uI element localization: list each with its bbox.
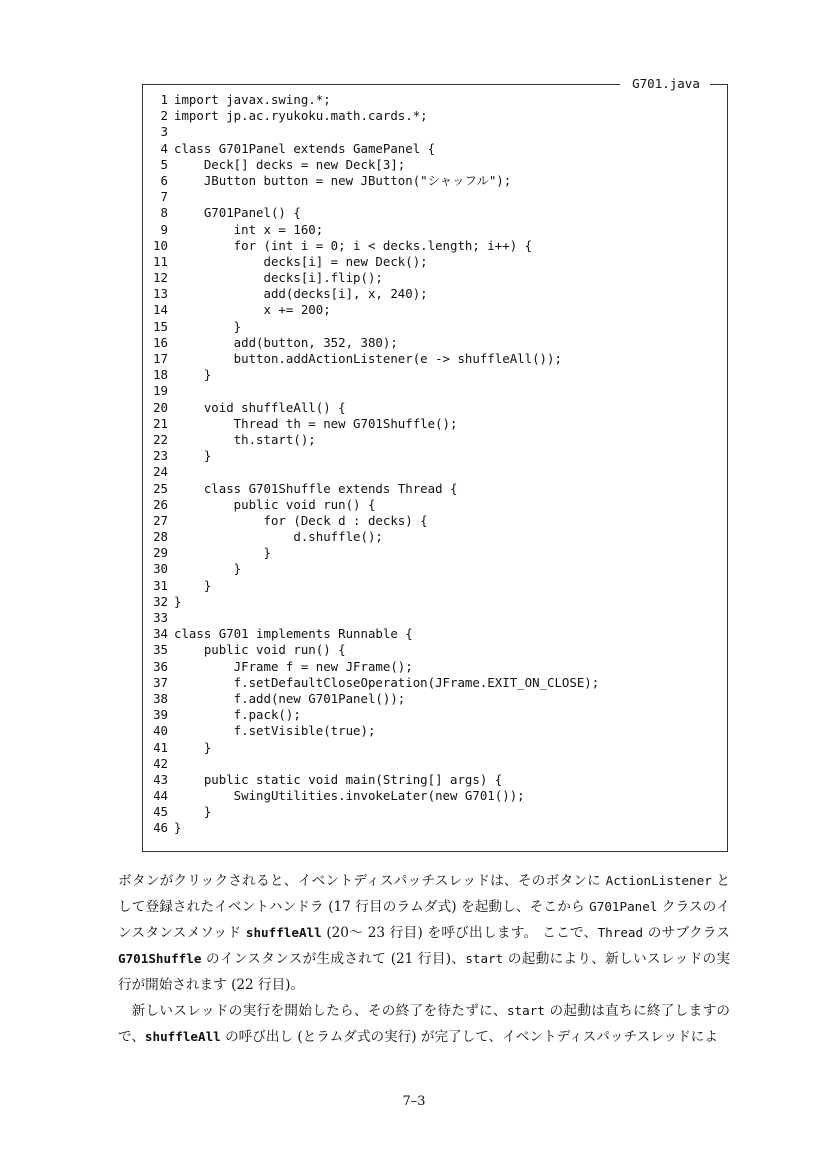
p1-code-start: start — [465, 951, 504, 966]
code-text: import jp.ac.ryukoku.math.cards.*; — [174, 108, 428, 124]
code-line — [150, 497, 599, 513]
line-number: 43 — [153, 771, 168, 787]
code-text: void shuffleAll() { — [174, 399, 346, 415]
code-text: class G701Shuffle extends Thread { — [174, 480, 458, 496]
code-line — [150, 788, 599, 804]
code-text: } — [174, 545, 271, 561]
code-text: class G701Panel extends GamePanel { — [174, 140, 436, 156]
line-number: 16 — [153, 334, 168, 350]
code-line — [150, 529, 599, 545]
code-line — [150, 205, 599, 221]
code-line — [150, 707, 599, 723]
line-number: 35 — [153, 642, 168, 658]
line-number: 21 — [153, 415, 168, 431]
line-number: 45 — [153, 804, 168, 820]
code-text: Thread th = new G701Shuffle(); — [174, 415, 458, 431]
code-text: int x = 160; — [174, 221, 324, 237]
code-text: f.add(new G701Panel()); — [174, 690, 406, 706]
p1-text-4: (20～ 23 行目) を呼び出します。 ここで、 — [321, 925, 598, 941]
code-text: G701Panel() { — [174, 205, 301, 221]
code-line — [150, 561, 599, 577]
line-number: 15 — [153, 318, 168, 334]
line-number: 25 — [153, 480, 168, 496]
p2-code-start: start — [506, 1003, 545, 1018]
code-line — [150, 545, 599, 561]
p1-code-actionlistener: ActionListener — [605, 873, 712, 888]
listing-filename: G701.java — [624, 76, 708, 92]
code-text: JButton button = new JButton("シャッフル"); — [174, 172, 512, 188]
p2-text-2: の起動は直ちに終了しますので、 — [118, 1003, 730, 1045]
paragraph-2 — [118, 998, 730, 1050]
line-number: 5 — [160, 156, 168, 172]
page-number: 7–3 — [402, 1094, 426, 1109]
line-number: 36 — [153, 658, 168, 674]
code-line — [150, 481, 599, 497]
code-listing — [150, 92, 599, 837]
code-line — [150, 270, 599, 286]
code-line — [150, 432, 599, 448]
code-text: } — [174, 820, 182, 836]
line-number: 31 — [153, 577, 168, 593]
line-number: 18 — [153, 367, 168, 383]
line-number: 22 — [153, 431, 168, 447]
code-line — [150, 820, 599, 836]
code-text: public static void main(String[] args) { — [174, 771, 503, 787]
line-number: 30 — [153, 561, 168, 577]
line-number: 33 — [153, 610, 168, 625]
code-line — [150, 92, 599, 108]
p1-text-1: ボタンがクリックされると、イベントディスパッチスレッドは、そのボタンに — [118, 873, 606, 889]
code-text: add(button, 352, 380); — [174, 334, 398, 350]
code-text: for (Deck d : decks) { — [174, 512, 428, 528]
line-number: 44 — [153, 788, 168, 804]
p1-text-7: の起動により、新しいスレッドの実行が開始されます (22 行目)。 — [118, 951, 730, 993]
p1-code-g701shuffle: G701Shuffle — [118, 951, 202, 966]
p1-code-shuffleall: shuffleAll — [245, 925, 322, 940]
code-line — [150, 513, 599, 529]
line-number: 17 — [153, 351, 168, 366]
line-number: 24 — [153, 464, 168, 480]
code-text: f.setDefaultCloseOperation(JFrame.EXIT_ON_CLOSE); — [174, 674, 600, 690]
code-line — [150, 675, 599, 691]
line-number: 28 — [153, 529, 168, 545]
line-number: 4 — [160, 140, 168, 156]
code-text: th.start(); — [174, 431, 316, 447]
line-number: 10 — [153, 237, 168, 253]
code-text: } — [174, 448, 212, 464]
p1-code-g701panel: G701Panel — [589, 899, 658, 914]
body-text — [118, 868, 730, 1050]
code-line — [150, 222, 599, 238]
code-text: x += 200; — [174, 302, 331, 318]
p1-text-3: クラスのインスタンスメソッド — [118, 899, 730, 941]
line-number: 13 — [153, 286, 168, 302]
code-text: } — [174, 593, 182, 609]
code-line — [150, 189, 599, 205]
code-line — [150, 740, 599, 756]
line-number: 7 — [160, 189, 168, 205]
code-text: f.setVisible(true); — [174, 723, 376, 739]
line-number: 19 — [153, 383, 168, 399]
code-text: decks[i].flip(); — [174, 270, 383, 286]
code-text: SwingUtilities.invokeLater(new G701()); — [174, 788, 525, 804]
line-number: 32 — [153, 593, 168, 609]
code-line — [150, 610, 599, 626]
code-text: Deck[] decks = new Deck[3]; — [174, 156, 406, 172]
code-text: f.pack(); — [174, 707, 301, 723]
code-line — [150, 416, 599, 432]
code-line — [150, 626, 599, 642]
line-number: 26 — [153, 496, 168, 512]
line-number: 46 — [153, 820, 168, 836]
code-text: import javax.swing.*; — [174, 92, 331, 107]
code-line — [150, 691, 599, 707]
code-line — [150, 400, 599, 416]
line-number: 2 — [160, 108, 168, 124]
code-line — [150, 464, 599, 480]
code-line — [150, 804, 599, 820]
line-number: 1 — [160, 92, 168, 107]
code-line — [150, 448, 599, 464]
code-line — [150, 772, 599, 788]
line-number: 9 — [160, 221, 168, 237]
line-number: 34 — [153, 626, 168, 642]
line-number: 37 — [153, 674, 168, 690]
p1-text-6: のインスタンスが生成されて (21 行目)、 — [201, 951, 466, 967]
code-text: JFrame f = new JFrame(); — [174, 658, 413, 674]
code-text: } — [174, 318, 242, 334]
line-number: 14 — [153, 302, 168, 318]
code-line — [150, 286, 599, 302]
code-text: } — [174, 561, 242, 577]
line-number: 20 — [153, 399, 168, 415]
code-line — [150, 578, 599, 594]
code-text: } — [174, 367, 212, 383]
p1-code-thread: Thread — [597, 925, 644, 940]
line-number: 38 — [153, 690, 168, 706]
line-number: 42 — [153, 755, 168, 771]
code-line — [150, 351, 599, 367]
code-line — [150, 254, 599, 270]
code-text: public void run() { — [174, 642, 346, 658]
p2-code-shuffleall: shuffleAll — [144, 1029, 221, 1044]
code-line — [150, 367, 599, 383]
code-text: for (int i = 0; i < decks.length; i++) { — [174, 237, 533, 253]
line-number: 6 — [160, 172, 168, 188]
p1-text-2: として登録されたイベントハンドラ (17 行目のラムダ式) を起動し、そこから — [118, 873, 730, 915]
p1-text-5: のサブクラス — [643, 925, 731, 941]
code-text: } — [174, 577, 212, 593]
code-text: } — [174, 804, 212, 820]
line-number: 8 — [160, 205, 168, 221]
code-text: class G701 implements Runnable { — [174, 626, 413, 642]
line-number: 23 — [153, 448, 168, 464]
line-number: 40 — [153, 723, 168, 739]
code-line — [150, 723, 599, 739]
p2-text-3: の呼び出し (とラムダ式の実行) が完了して、イベントディスパッチスレッドによ — [220, 1029, 718, 1045]
code-text: d.shuffle(); — [174, 529, 383, 545]
line-number: 12 — [153, 270, 168, 286]
paragraph-1 — [118, 868, 730, 998]
code-line — [150, 642, 599, 658]
line-number: 11 — [153, 253, 168, 269]
code-line — [150, 383, 599, 399]
code-text: public void run() { — [174, 496, 376, 512]
code-text: decks[i] = new Deck(); — [174, 253, 428, 269]
code-text: button.addActionListener(e -> shuffleAll()); — [174, 351, 562, 366]
code-line — [150, 756, 599, 772]
line-number: 29 — [153, 545, 168, 561]
code-line — [150, 594, 599, 610]
code-line — [150, 157, 599, 173]
code-line — [150, 238, 599, 254]
code-line — [150, 173, 599, 189]
code-line — [150, 659, 599, 675]
code-text: } — [174, 739, 212, 755]
line-number: 3 — [160, 124, 168, 140]
line-number: 27 — [153, 512, 168, 528]
code-line — [150, 335, 599, 351]
code-line — [150, 302, 599, 318]
code-text: add(decks[i], x, 240); — [174, 286, 428, 302]
code-line — [150, 124, 599, 140]
code-line — [150, 108, 599, 124]
line-number: 41 — [153, 739, 168, 755]
p2-text-1: 新しいスレッドの実行を開始したら、その終了を待たずに、 — [131, 1003, 507, 1019]
code-line — [150, 319, 599, 335]
code-line — [150, 141, 599, 157]
line-number: 39 — [153, 707, 168, 723]
